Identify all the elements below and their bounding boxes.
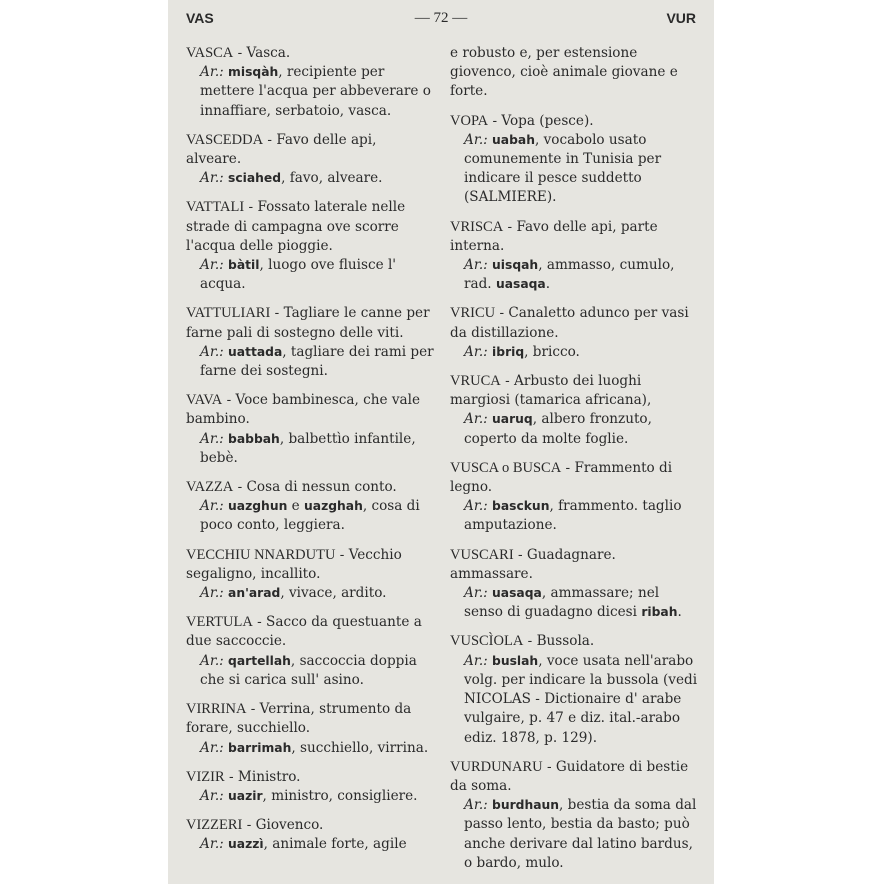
entry-dash: - xyxy=(263,131,277,148)
entry-headline xyxy=(186,304,434,342)
arabic-word: uazghun xyxy=(228,499,288,514)
arabic-word: buslah xyxy=(492,653,539,668)
continuation-text: e robusto e, per estensione giovenco, cioè animale giovane e forte. xyxy=(450,45,678,100)
arabic-etymology xyxy=(186,430,434,468)
arabic-etymology xyxy=(450,256,698,294)
dictionary-entry xyxy=(186,546,434,604)
dictionary-entry xyxy=(186,304,434,381)
entry-headline xyxy=(450,304,698,342)
arabic-word: uabah xyxy=(492,132,535,147)
dictionary-entry xyxy=(186,44,434,121)
header-left: VAS xyxy=(186,10,214,26)
arabic-etymology xyxy=(186,584,434,603)
entry-term: VASCEDDA xyxy=(186,131,264,148)
arabic-etymology xyxy=(186,63,434,121)
arabic-etymology xyxy=(450,343,698,362)
arabic-word: babbah xyxy=(228,431,280,446)
arabic-label: Ar.: xyxy=(464,343,493,360)
entry-dash: - xyxy=(500,373,515,390)
entry-dash: - xyxy=(503,218,517,235)
page-number: — 72 — xyxy=(414,10,468,26)
arabic-word: uattada xyxy=(228,344,283,359)
entry-headline xyxy=(450,758,698,796)
arabic-label: Ar.: xyxy=(200,64,229,81)
arabic-gloss: , voce usata nell'arabo volg. per indicare la bussola (vedi NICOLAS - Dictionaire d' arabe vulgaire, p. 47 e diz. ital.-arabo ediz. 1878, p. 129). xyxy=(464,652,698,746)
arabic-tail: . xyxy=(677,604,682,621)
entry-definition: Vopa (pesce). xyxy=(501,112,594,129)
entry-term: VIZIR xyxy=(186,768,225,785)
arabic-etymology xyxy=(186,256,434,294)
arabic-word: uazzì xyxy=(228,837,264,852)
arabic-label: Ar.: xyxy=(464,131,493,148)
arabic-word: uaruq xyxy=(492,412,533,427)
arabic-label: Ar.: xyxy=(200,498,229,515)
entry-term: VERTULA xyxy=(186,614,253,631)
entry-headline xyxy=(186,816,434,835)
entry-term: VATTALI xyxy=(186,199,245,216)
entry-term: VUSCARI xyxy=(450,546,514,563)
entry-dash: - xyxy=(246,701,260,718)
entry-headline xyxy=(450,218,698,256)
arabic-word: ibriq xyxy=(492,344,525,359)
arabic-word: uasaqa xyxy=(492,586,542,601)
arabic-word: uisqah xyxy=(492,258,539,273)
arabic-gloss: , tagliare dei rami per farne dei sostegni. xyxy=(200,343,434,380)
entry-dash: - xyxy=(224,768,238,785)
entry-headline xyxy=(450,459,698,497)
arabic-etymology xyxy=(186,343,434,381)
dictionary-entry xyxy=(450,112,698,208)
arabic-word-2: uazghah xyxy=(304,499,363,514)
entry-definition: Voce bambinesca, che vale bambino. xyxy=(186,392,421,428)
arabic-word: qartellah xyxy=(228,653,291,668)
entry-term: VATTULIARI xyxy=(186,305,271,322)
entry-term: VECCHIU NNARDUTU xyxy=(186,546,336,563)
arabic-label: Ar.: xyxy=(200,343,229,360)
entry-term: VAZZA xyxy=(186,479,234,496)
entry-dash: - xyxy=(242,817,256,834)
dictionary-entry xyxy=(450,459,698,536)
arabic-gloss: , recipiente per mettere l'acqua per abbeverare o innaffiare, serbatoio, vasca. xyxy=(200,64,431,119)
entry-definition: Canaletto adunco per vasi da distillazione. xyxy=(450,305,689,341)
entry-definition: Ministro. xyxy=(237,768,301,785)
entry-dash: - xyxy=(252,614,267,631)
dictionary-page xyxy=(168,0,714,884)
entry-headline xyxy=(186,768,434,787)
arabic-gloss: , saccoccia doppia che si carica sull' asino. xyxy=(200,652,417,688)
entry-dash: - xyxy=(561,459,575,476)
arabic-gloss: , albero fronzuto, coperto da molte foglie. xyxy=(464,411,652,447)
arabic-label: Ar.: xyxy=(200,257,229,274)
arabic-label: Ar.: xyxy=(464,652,493,669)
entry-definition: Vasca. xyxy=(246,45,291,61)
dictionary-entry xyxy=(450,304,698,362)
dictionary-entry xyxy=(186,198,434,294)
arabic-label: Ar.: xyxy=(200,787,229,804)
entry-term: VRUCA xyxy=(450,373,501,390)
entry-headline xyxy=(186,546,434,584)
dictionary-entry xyxy=(450,372,698,449)
dictionary-entry xyxy=(186,391,434,468)
entry-term: VIZZERI xyxy=(186,817,243,834)
dictionary-entry xyxy=(186,816,434,854)
entry-headline xyxy=(186,198,434,256)
arabic-etymology xyxy=(186,835,434,854)
arabic-label: Ar.: xyxy=(200,836,229,853)
arabic-tail: . xyxy=(545,276,551,293)
entry-term: VUSCA o BUSCA xyxy=(450,459,562,476)
entry-definition: Favo delle api, parte interna. xyxy=(450,218,658,254)
entry-dash: - xyxy=(222,392,236,409)
arabic-word: bàtil xyxy=(228,258,260,273)
entry-definition: Guadagnare. ammassare. xyxy=(450,546,616,582)
arabic-etymology xyxy=(186,652,434,690)
arabic-label: Ar.: xyxy=(464,411,493,428)
entry-term: VASCA xyxy=(186,45,234,61)
arabic-label: Ar.: xyxy=(200,585,229,602)
entry-definition: Arbusto dei luoghi margiosi (tamarica africana), xyxy=(450,373,652,409)
entry-headline xyxy=(450,546,698,584)
arabic-word: burdhaun xyxy=(492,798,560,813)
entry-definition: Giovenco. xyxy=(255,817,324,834)
right-column xyxy=(450,44,698,883)
dictionary-entry xyxy=(450,632,698,747)
entry-dash: - xyxy=(523,633,537,650)
arabic-gloss: , ministro, consigliere. xyxy=(262,787,418,804)
entry-term: VIRRINA xyxy=(186,701,247,718)
entry-term: VUSCÌOLA xyxy=(450,633,524,650)
arabic-etymology xyxy=(186,739,434,758)
arabic-etymology xyxy=(450,497,698,535)
arabic-gloss: , ammasso, cumulo, rad. xyxy=(464,257,675,293)
arabic-etymology xyxy=(450,410,698,448)
left-column xyxy=(186,44,434,865)
arabic-label: Ar.: xyxy=(200,170,229,187)
entry-term: VOPA xyxy=(450,112,489,129)
arabic-gloss: , bestia da soma dal passo lento, bestia da basto; può anche derivare dal latino bardus, o bardo, mulo. xyxy=(464,797,697,871)
arabic-gloss: , frammento. taglio amputazione. xyxy=(464,498,682,534)
dictionary-entry xyxy=(450,546,698,623)
arabic-gloss: , ammassare; nel senso di guadagno dicesi xyxy=(464,585,660,621)
arabic-etymology xyxy=(450,796,698,873)
arabic-gloss: , balbettìo infantile, bebè. xyxy=(200,430,416,466)
arabic-etymology xyxy=(186,169,434,188)
arabic-connector: e xyxy=(287,498,305,515)
entry-definition: Bussola. xyxy=(536,633,595,650)
arabic-label: Ar.: xyxy=(464,498,493,515)
dictionary-entry xyxy=(186,478,434,536)
entry-dash: - xyxy=(488,112,502,129)
arabic-gloss: , cosa di poco conto, leggiera. xyxy=(200,498,420,534)
arabic-gloss: , vivace, ardito. xyxy=(280,585,387,602)
arabic-word: an'arad xyxy=(228,586,281,601)
arabic-word: basckun xyxy=(492,499,550,514)
arabic-gloss: , favo, alveare. xyxy=(281,170,383,187)
entry-definition: Cosa di nessun conto. xyxy=(246,479,397,496)
arabic-word: barrimah xyxy=(228,740,292,755)
arabic-word-2: ribah xyxy=(641,605,678,620)
arabic-label: Ar.: xyxy=(464,797,493,814)
arabic-etymology xyxy=(450,131,698,208)
entry-headline xyxy=(186,44,434,63)
entry-definition: Tagliare le canne per farne pali di sostegno delle viti. xyxy=(186,305,430,341)
entry-headline xyxy=(186,131,434,169)
entry-definition: Frammento di legno. xyxy=(450,459,673,496)
entry-headline xyxy=(450,372,698,410)
arabic-label: Ar.: xyxy=(200,430,229,447)
entry-headline xyxy=(186,391,434,429)
arabic-gloss: , animale forte, agile xyxy=(263,836,407,853)
entry-definition: Fossato laterale nelle strade di campagna ove scorre l'acqua delle pioggie. xyxy=(186,199,406,254)
entry-term: VRICU xyxy=(450,305,496,322)
header-right: VUR xyxy=(666,10,696,26)
entry-headline xyxy=(450,632,698,651)
dictionary-entry xyxy=(450,218,698,295)
entry-definition: Favo delle api, alveare. xyxy=(186,131,377,168)
entry-dash: - xyxy=(233,45,247,61)
entry-term: VURDUNARU xyxy=(450,758,543,775)
entry-definition: Guidatore di bestie da soma. xyxy=(450,758,689,794)
arabic-etymology xyxy=(450,652,698,748)
entry-dash: - xyxy=(542,758,556,775)
arabic-word: sciahed xyxy=(228,171,282,186)
dictionary-entry xyxy=(186,700,434,758)
entry-term: VRISCA xyxy=(450,218,504,235)
arabic-word: uazir xyxy=(228,788,263,803)
arabic-etymology xyxy=(186,497,434,535)
arabic-word-2: uasaqa xyxy=(495,277,546,292)
dictionary-entry xyxy=(186,131,434,189)
entry-dash: - xyxy=(495,305,509,322)
entry-dash: - xyxy=(233,479,247,496)
dictionary-entry xyxy=(186,768,434,806)
entry-term: VAVA xyxy=(186,392,223,409)
arabic-gloss: , succhiello, virrina. xyxy=(291,739,429,756)
dictionary-entry xyxy=(450,758,698,873)
entry-definition: Verrina, strumento da forare, succhiello. xyxy=(186,701,412,737)
entry-headline xyxy=(186,478,434,497)
arabic-gloss: , vocabolo usato comunemente in Tunisia per indicare il pesce suddetto (SALMIERE). xyxy=(464,131,662,206)
entry-definition: Sacco da questuante a due saccoccie. xyxy=(186,614,422,650)
arabic-label: Ar.: xyxy=(200,739,229,756)
entry-dash: - xyxy=(270,305,284,322)
arabic-label: Ar.: xyxy=(464,585,493,602)
entry-definition: Vecchio segaligno, incallito. xyxy=(186,546,402,582)
dictionary-entry xyxy=(186,613,434,690)
entry-headline xyxy=(186,613,434,651)
entry-headline xyxy=(186,700,434,738)
arabic-etymology xyxy=(450,584,698,622)
page-header xyxy=(186,10,696,30)
entry-headline xyxy=(450,112,698,131)
arabic-word: misqàh xyxy=(228,65,279,80)
arabic-etymology xyxy=(186,787,434,806)
arabic-gloss: , luogo ove fluisce l' acqua. xyxy=(200,257,397,293)
entry-dash: - xyxy=(244,199,258,216)
arabic-label: Ar.: xyxy=(200,652,229,669)
entry-dash: - xyxy=(335,546,349,563)
arabic-gloss: , bricco. xyxy=(524,343,580,360)
arabic-label: Ar.: xyxy=(464,257,493,274)
entry-dash: - xyxy=(513,546,527,563)
